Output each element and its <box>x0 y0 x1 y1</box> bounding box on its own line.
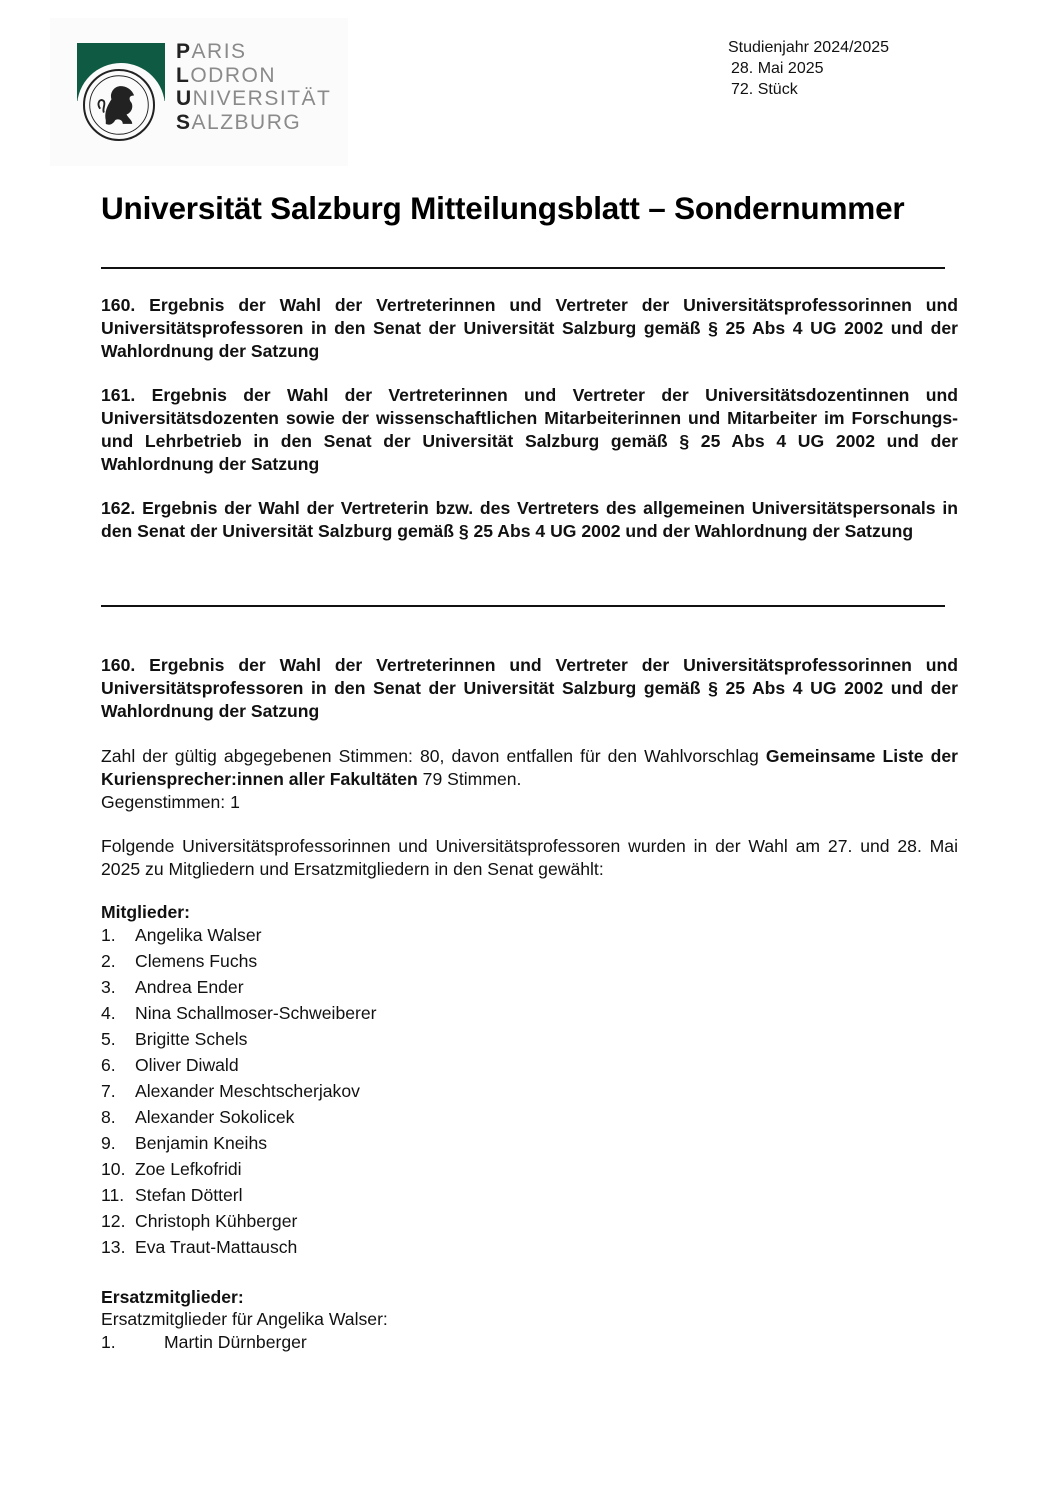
list-item <box>101 1078 377 1104</box>
list-number: 6. <box>101 1055 116 1075</box>
member-name: Eva Traut-Mattausch <box>135 1237 298 1257</box>
list-number: 9. <box>101 1133 116 1153</box>
alternate-name: Martin Dürnberger <box>164 1332 307 1352</box>
members-heading: Mitglieder: <box>101 902 190 922</box>
alternates-heading: Ersatzmitglieder: <box>101 1287 244 1307</box>
list-number: 1. <box>101 1332 116 1352</box>
issue-date: 28. Mai 2025 <box>731 60 824 77</box>
list-item <box>101 1026 377 1052</box>
logo-letter-s: S <box>176 110 192 134</box>
list-item <box>101 1332 307 1353</box>
list-number: 11. <box>101 1185 125 1205</box>
logo-letter-u: U <box>176 87 193 110</box>
member-name: Clemens Fuchs <box>135 951 258 971</box>
list-item <box>101 974 377 1000</box>
lion-seal-icon <box>83 69 155 141</box>
list-number: 4. <box>101 1003 116 1023</box>
issue-number: 72. Stück <box>731 81 798 98</box>
toc-item-160: 160. Ergebnis der Wahl der Vertreterinnen und Vertreter der Universitätsprofessorinnen und Universitätsprofessoren in den Senat der Universität Salzburg gemäß § 25 Abs 4 UG 2002 und der Wahlordnung der Satzung <box>101 295 958 361</box>
member-name: Oliver Diwald <box>135 1055 239 1075</box>
member-name: Benjamin Kneihs <box>135 1133 268 1153</box>
list-item <box>101 948 377 974</box>
issue-meta <box>728 37 889 100</box>
alternates-list <box>101 1332 307 1353</box>
list-item <box>101 1182 377 1208</box>
logo-word-universitaet: NIVERSITÄT <box>192 87 332 110</box>
member-name: Alexander Sokolicek <box>135 1107 295 1127</box>
member-name: Christoph Kühberger <box>135 1211 298 1231</box>
member-name: Zoe Lefkofridi <box>135 1159 242 1179</box>
member-name: Brigitte Schels <box>135 1029 248 1049</box>
alternates-for-label: Ersatzmitglieder für Angelika Walser: <box>101 1309 388 1329</box>
list-number: 7. <box>101 1081 116 1101</box>
page-title: Universität Salzburg Mitteilungsblatt – Sondernummer <box>101 190 905 226</box>
list-item <box>101 1208 377 1234</box>
list-item <box>101 1156 377 1182</box>
section-heading: 160. Ergebnis der Wahl der Vertreterinnen und Vertreter der Universitätsprofessorinnen und Universitätsprofessoren in den Senat der Universität Salzburg gemäß § 25 Abs 4 UG 2002 und der Wahlordnung der Satzung <box>101 655 958 721</box>
logo-letter-p: P <box>176 40 192 63</box>
list-number: 3. <box>101 977 116 997</box>
list-number: 8. <box>101 1107 116 1127</box>
logo-letter-l: L <box>176 63 191 87</box>
list-item <box>101 1104 377 1130</box>
list-number: 2. <box>101 951 116 971</box>
toc-item-161: 161. Ergebnis der Wahl der Vertreterinnen und Vertreter der Universitätsdozentinnen und Universitätsdozenten sowie der wissenschaftlichen Mitarbeiterinnen und Mitarbeiter im Forschungs- und Lehrbetrieb in den Senat der Universität Salzburg gemäß § 25 Abs 4 UG 2002 und der Wahlordnung der Satzung <box>101 385 958 474</box>
list-item <box>101 1000 377 1026</box>
list-name: Gemeinsame Liste der Kuriensprecher:innen aller Fakultäten <box>101 746 958 789</box>
intro-paragraph: Folgende Universitätsprofessorinnen und Universitätsprofessoren wurden in der Wahl am 27. und 28. Mai 2025 zu Mitgliedern und Ersatzmitgliedern in den Senat gewählt: <box>101 836 958 879</box>
member-name: Andrea Ender <box>135 977 244 997</box>
logo-word-salzburg: ALZBURG <box>191 110 302 134</box>
votes-text: Zahl der gültig abgegebenen Stimmen: 80, davon entfallen für den Wahlvorschlag <box>101 746 766 766</box>
list-number: 1. <box>101 925 116 945</box>
academic-year: Studienjahr 2024/2025 <box>728 39 890 56</box>
toc-item-162: 162. Ergebnis der Wahl der Vertreterin bzw. des Vertreters des allgemeinen Universitätspersonals in den Senat der Universität Salzburg gemäß § 25 Abs 4 UG 2002 und der Wahlordnung der Satzung <box>101 498 958 541</box>
votes-paragraph <box>101 745 958 791</box>
list-number: 5. <box>101 1029 116 1049</box>
logo-word-lodron: ODRON <box>190 63 276 87</box>
list-item <box>101 1052 377 1078</box>
divider <box>101 267 945 269</box>
logo-wordmark <box>176 40 331 134</box>
votes-count: 79 Stimmen. <box>417 769 522 789</box>
list-number: 12. <box>101 1211 126 1231</box>
members-list <box>101 922 377 1260</box>
member-name: Angelika Walser <box>135 925 262 945</box>
against-votes: Gegenstimmen: 1 <box>101 792 240 812</box>
divider <box>101 605 945 607</box>
list-number: 10. <box>101 1159 126 1179</box>
member-name: Stefan Dötterl <box>135 1185 243 1205</box>
list-number: 13. <box>101 1237 126 1257</box>
logo-word-paris: ARIS <box>191 40 247 63</box>
member-name: Nina Schallmoser-Schweiberer <box>135 1003 377 1023</box>
list-item <box>101 1234 377 1260</box>
list-item <box>101 922 377 948</box>
list-item <box>101 1130 377 1156</box>
member-name: Alexander Meschtscherjakov <box>135 1081 360 1101</box>
